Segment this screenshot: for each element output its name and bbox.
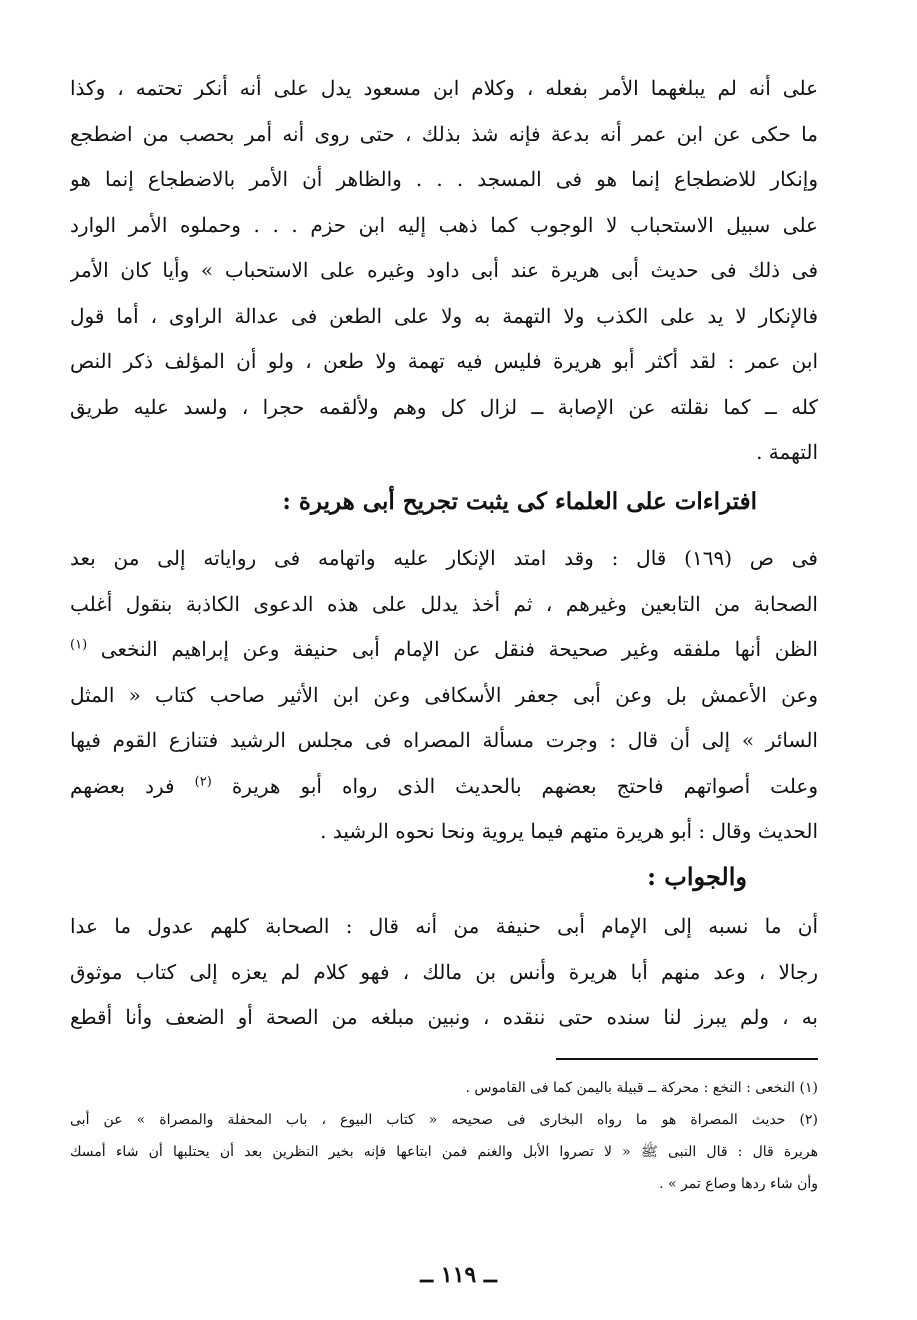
text-line: فى ص (١٦٩) قال : وقد امتد الإنكار عليه واتهامه فى رواياته إلى من بعد [70, 546, 818, 570]
text-line: كله ــ كما نقلته عن الإصابة ــ لزال كل وهم ولألقمه حجرا ، ولسد عليه طريق [70, 394, 818, 419]
footnote-line: (٢) حديث المصراة هو ما رواه البخارى فى صحيحه « كتاب البيوع ، باب المحفلة والمصراة » عن أبى [70, 1112, 818, 1128]
text-line: على أنه لم يبلغهما الأمر بفعله ، وكلام ابن مسعود يدل على أنه أنكر تحتمه ، وكذا [70, 76, 818, 100]
line-text: الظن أنها ملفقه وغير صحيحة فنقل عن الإمام أبى حنيفة وعن إبراهيم النخعى [100, 637, 818, 661]
text-line: ما حكى عن ابن عمر أنه بدعة فإنه شذ بذلك ، حتى روى أنه أمر بحصب من اضطجع [70, 121, 818, 146]
text-line: أن ما نسبه إلى الإمام أبى حنيفة من أنه قال : الصحابة كلهم عدول ما عدا [70, 914, 818, 938]
text-line [70, 764, 818, 810]
text-line: الصحابة من التابعين وغيرهم ، ثم أخذ يدلل على هذه الدعوى الكاذبة بنقول أغلب [70, 591, 818, 616]
section-heading: افتراءات على العلماء كى يثبت تجريح أبى هريرة : [282, 488, 757, 515]
line-text: وعلت أصواتهم فاحتج بعضهم بالحديث الذى رواه أبو هريرة [231, 773, 818, 798]
text-line: الحديث وقال : أبو هريرة متهم فيما يروية ونحا نحوه الرشيد . [320, 819, 818, 843]
text-line [70, 627, 818, 673]
answer-heading: والجواب : [647, 862, 747, 891]
footnote-line: هريرة قال : قال النبى ﷺ « لا تصروا الأبل والغنم فمن ابتاعها فإنه بخير النظرين بعد أن يحتلبها أن شاء أمسك [70, 1144, 818, 1160]
text-line: رجالا ، وعد منهم أبا هريرة وأنس بن مالك ، فهو كلام لم يعزه إلى كتاب موثوق [70, 959, 818, 984]
line-text: فرد بعضهم [70, 773, 175, 798]
text-line: على سبيل الاستحباب لا الوجوب كما ذهب إليه ابن حزم . . . وحملوه الأمر الوارد [70, 212, 818, 237]
paragraph-2 [70, 536, 818, 855]
footnote-marker: (١) [70, 637, 88, 653]
text-line: فالإنكار لا يد على الكذب ولا التهمة به ولا على الطعن فى عدالة الراوى ، أما قول [70, 303, 818, 328]
paragraph-3 [70, 904, 818, 1041]
footnotes [70, 1072, 818, 1200]
text-line: التهمة . [756, 440, 818, 464]
text-line: ابن عمر : لقد أكثر أبو هريرة فليس فيه تهمة ولا طعن ، ولو أن المؤلف ذكر النص [70, 349, 818, 373]
text-line: وإنكار للاضطجاع إنما هو فى المسجد . . . والظاهر أن الأمر بالاضطجاع إنما هو [70, 167, 818, 191]
text-line: السائر » إلى أن قال : وجرت مسألة المصراه فى مجلس الرشيد فتنازع القوم فيها [70, 728, 818, 752]
footnote-marker: (٢) [194, 773, 212, 789]
footnote-line: وأن شاء ردها وصاع تمر » . [659, 1176, 818, 1192]
footnote-divider [556, 1058, 818, 1060]
footnote-line: (١) النخعى : النخع : محركة ــ قبيلة باليمن كما فى القاموس . [465, 1080, 818, 1096]
text-line: به ، ولم يبرز لنا سنده حتى ننقده ، ونبين مبلغه من الصحة أو الضعف وأنا أقطع [70, 1005, 818, 1029]
text-line: وعن الأعمش بل وعن أبى جعفر الأسكافى وعن ابن الأثير صاحب كتاب « المثل [70, 682, 818, 707]
text-line: فى ذلك فى حديث أبى هريرة عند أبى داود وغيره على الاستحباب » وأيا كان الأمر [70, 258, 818, 282]
page-number: ــ ١١٩ ــ [420, 1262, 497, 1288]
paragraph-1 [70, 66, 818, 476]
